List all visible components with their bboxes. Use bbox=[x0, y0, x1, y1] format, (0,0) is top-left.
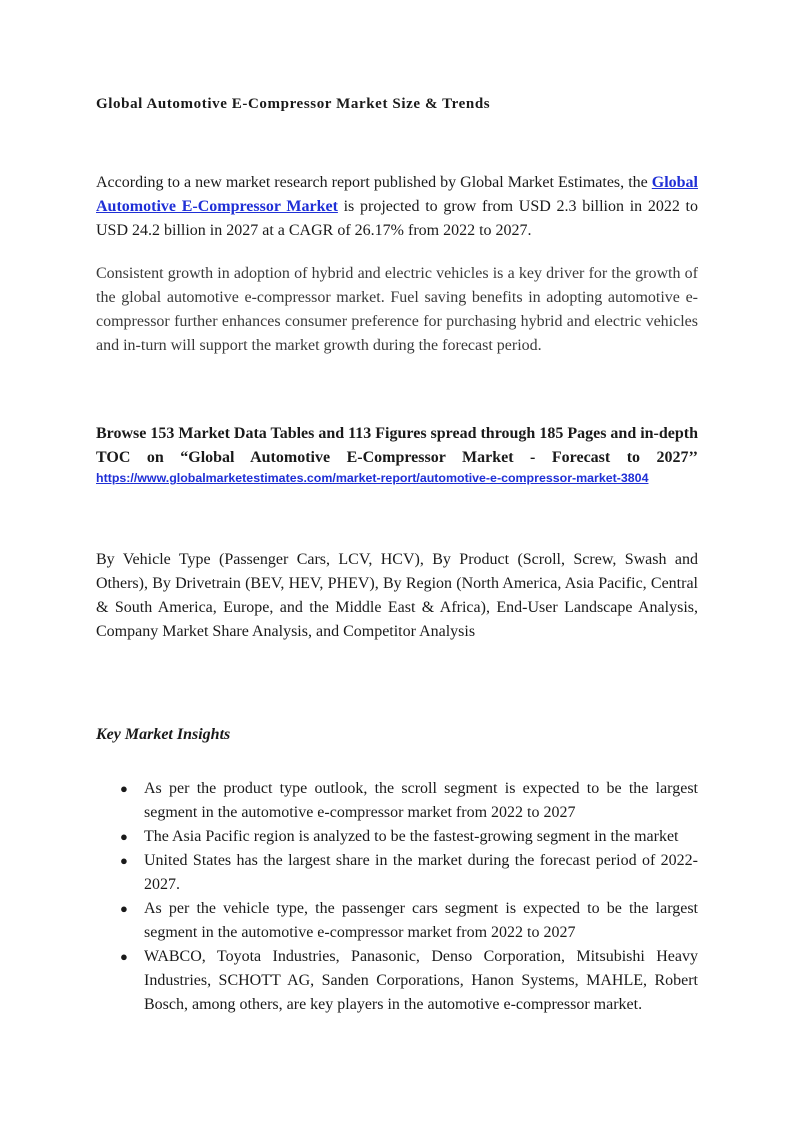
list-item-text: As per the product type outlook, the scroll segment is expected to be the largest segment in the automotive e-compressor market from 2022 to 2027 bbox=[144, 780, 698, 821]
intro-text-before: According to a new market research report published by Global Market Estimates, the bbox=[96, 174, 652, 191]
segments-paragraph: By Vehicle Type (Passenger Cars, LCV, HCV), By Product (Scroll, Screw, Swash and Others), By Drivetrain (BEV, HEV, PHEV), By Region (North America, Asia Pacific, Central & South America, Europe, and the Middle East & Africa), End-User Landscape Analysis, Company Market Share Analysis, and Competitor Analysis bbox=[96, 551, 698, 640]
list-item bbox=[96, 825, 698, 849]
bullet-icon: ● bbox=[120, 901, 128, 916]
list-item bbox=[96, 945, 698, 1017]
list-item-text: WABCO, Toyota Industries, Panasonic, Denso Corporation, Mitsubishi Heavy Industries, SCHOTT AG, Sanden Corporations, Hanon Systems, MAHLE, Robert Bosch, among others, are key players in the automotive e-compressor market. bbox=[144, 948, 698, 1013]
intro-paragraph bbox=[96, 171, 698, 243]
bullet-icon: ● bbox=[120, 853, 128, 868]
key-market-insights-heading: Key Market Insights bbox=[96, 726, 231, 743]
insights-list bbox=[96, 777, 698, 1017]
browse-toc-paragraph: Browse 153 Market Data Tables and 113 Figures spread through 185 Pages and in-depth TOC on “Global Automotive E-Compressor Market - Forecast to 2027’’ bbox=[96, 425, 699, 466]
list-item-text: As per the vehicle type, the passenger cars segment is expected to be the largest segment in the automotive e-compressor market from 2022 to 2027 bbox=[144, 900, 698, 941]
report-url-link[interactable]: https://www.globalmarketestimates.com/market-report/automotive-e-compressor-market-3804 bbox=[96, 471, 649, 485]
page-title: Global Automotive E-Compressor Market Size & Trends bbox=[96, 96, 491, 112]
list-item bbox=[96, 777, 698, 825]
intro-text-after: is projected to grow from USD 2.3 billion in 2022 to USD 24.2 billion in 2027 at a CAGR of 26.17% from 2022 to 2027. bbox=[96, 198, 698, 239]
list-item-text: The Asia Pacific region is analyzed to be the fastest-growing segment in the market bbox=[144, 828, 679, 845]
market-report-link[interactable]: Global Automotive E-Compressor Market bbox=[96, 174, 698, 215]
growth-drivers-paragraph: Consistent growth in adoption of hybrid and electric vehicles is a key driver for the growth of the global automotive e-compressor market. Fuel saving benefits in adopting automotive e-compressor further enhances consumer preference for purchasing hybrid and electric vehicles and in-turn will support the market growth during the forecast period. bbox=[96, 265, 698, 354]
bullet-icon: ● bbox=[120, 781, 128, 796]
bullet-icon: ● bbox=[120, 949, 128, 964]
list-item bbox=[96, 897, 698, 945]
list-item-text: United States has the largest share in the market during the forecast period of 2022-2027. bbox=[144, 852, 698, 893]
list-item bbox=[96, 849, 698, 897]
bullet-icon: ● bbox=[120, 829, 128, 844]
